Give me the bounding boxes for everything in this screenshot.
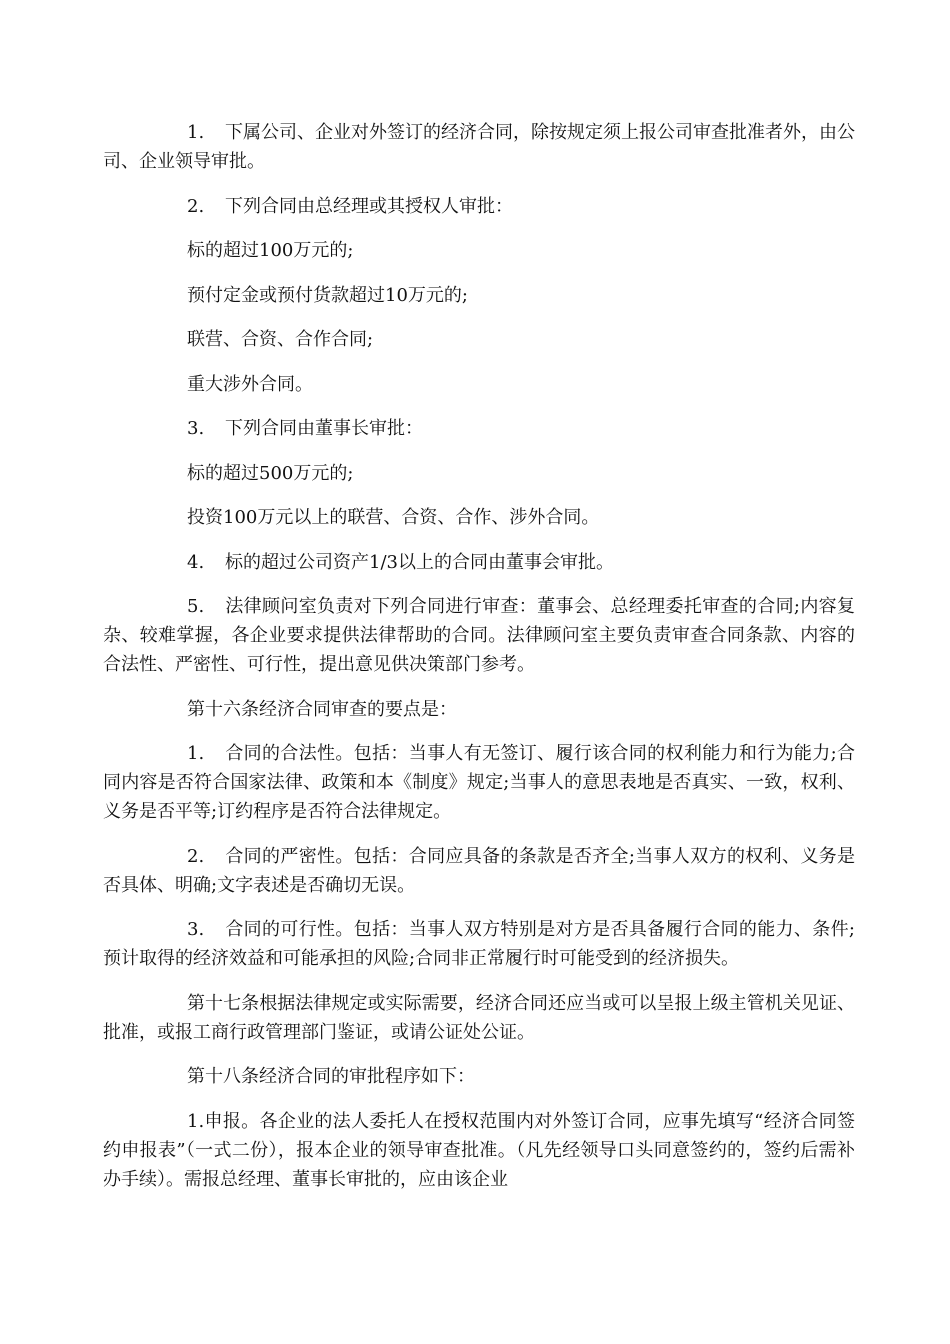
paragraph-number: 3.: [187, 919, 205, 940]
paragraph-number: 5.: [187, 596, 205, 617]
paragraph-text: 法律顾问室负责对下列合同进行审查：董事会、总经理委托审查的合同;内容复杂、较难掌握，各企业要求提供法律帮助的合同。法律顾问室主要负责审查合同条款、内容的合法性、严密性、可行性，提出意见供决策部门参考。: [103, 596, 855, 675]
paragraph-text: 标的超过公司资产1/3以上的合同由董事会审批。: [225, 551, 614, 573]
paragraph: [103, 1107, 855, 1194]
paragraph-text: 下列合同由总经理或其授权人审批：: [225, 195, 513, 217]
paragraph-number: 4.: [187, 551, 205, 573]
paragraph-text: 标的超过500万元的;: [187, 462, 354, 484]
paragraph: [103, 503, 855, 532]
paragraph: [103, 414, 855, 443]
paragraph-text: 下列合同由董事长审批：: [225, 418, 423, 439]
paragraph: [103, 739, 855, 826]
paragraph: [103, 592, 855, 679]
paragraph-number: 2.: [187, 845, 205, 867]
paragraph-text: 重大涉外合同。: [187, 373, 313, 395]
paragraph: [103, 1062, 855, 1091]
paragraph-text: 合同的严密性。包括：合同应具备的条款是否齐全;当事人双方的权利、义务是否具体、明确;文字表述是否确切无误。: [103, 845, 855, 896]
paragraph-number: 1.: [187, 743, 205, 764]
paragraph: [103, 989, 855, 1047]
paragraph: [103, 118, 855, 176]
paragraph: [103, 695, 855, 724]
paragraph-number: 2.: [187, 195, 205, 217]
paragraph-text: 标的超过100万元的;: [187, 240, 354, 261]
paragraph: [103, 370, 855, 399]
paragraph: [103, 281, 855, 310]
paragraph-text: 第十八条经济合同的审批程序如下：: [187, 1066, 475, 1087]
paragraph-text: 合同的可行性。包括：当事人双方特别是对方是否具备履行合同的能力、条件;预计取得的经济效益和可能承担的风险;合同非正常履行时可能受到的经济损失。: [103, 919, 855, 969]
paragraph: [103, 236, 855, 265]
paragraph-number: 3.: [187, 418, 205, 439]
paragraph: [103, 915, 855, 973]
paragraph-text: 下属公司、企业对外签订的经济合同，除按规定须上报公司审查批准者外，由公司、企业领导审批。: [103, 122, 855, 172]
paragraph-number: 1.: [187, 122, 205, 143]
document-body: [103, 118, 855, 1209]
paragraph-text: 联营、合资、合作合同;: [187, 329, 374, 350]
paragraph: [103, 548, 855, 577]
paragraph-text: 第十六条经济合同审查的要点是：: [187, 698, 457, 720]
paragraph: [103, 842, 855, 900]
paragraph: [103, 192, 855, 221]
paragraph: [103, 459, 855, 488]
paragraph: [103, 325, 855, 354]
paragraph-text: 预付定金或预付货款超过10万元的;: [187, 284, 468, 306]
paragraph-text: 第十七条根据法律规定或实际需要，经济合同还应当或可以呈报上级主管机关见证、批准，或报工商行政管理部门鉴证，或请公证处公证。: [103, 992, 855, 1043]
paragraph-text: 合同的合法性。包括：当事人有无签订、履行该合同的权利能力和行为能力;合同内容是否符合国家法律、政策和本《制度》规定;当事人的意思表地是否真实、一致，权利、义务是否平等;订约程序是否符合法律规定。: [103, 743, 855, 822]
paragraph-text: 1.申报。各企业的法人委托人在授权范围内对外签订合同，应事先填写“经济合同签约申报表”（一式二份），报本企业的领导审查批准。（凡先经领导口头同意签约的，签约后需补办手续）。需报总经理、董事长审批的，应由该企业: [103, 1110, 855, 1190]
paragraph-text: 投资100万元以上的联营、合资、合作、涉外合同。: [187, 507, 600, 528]
